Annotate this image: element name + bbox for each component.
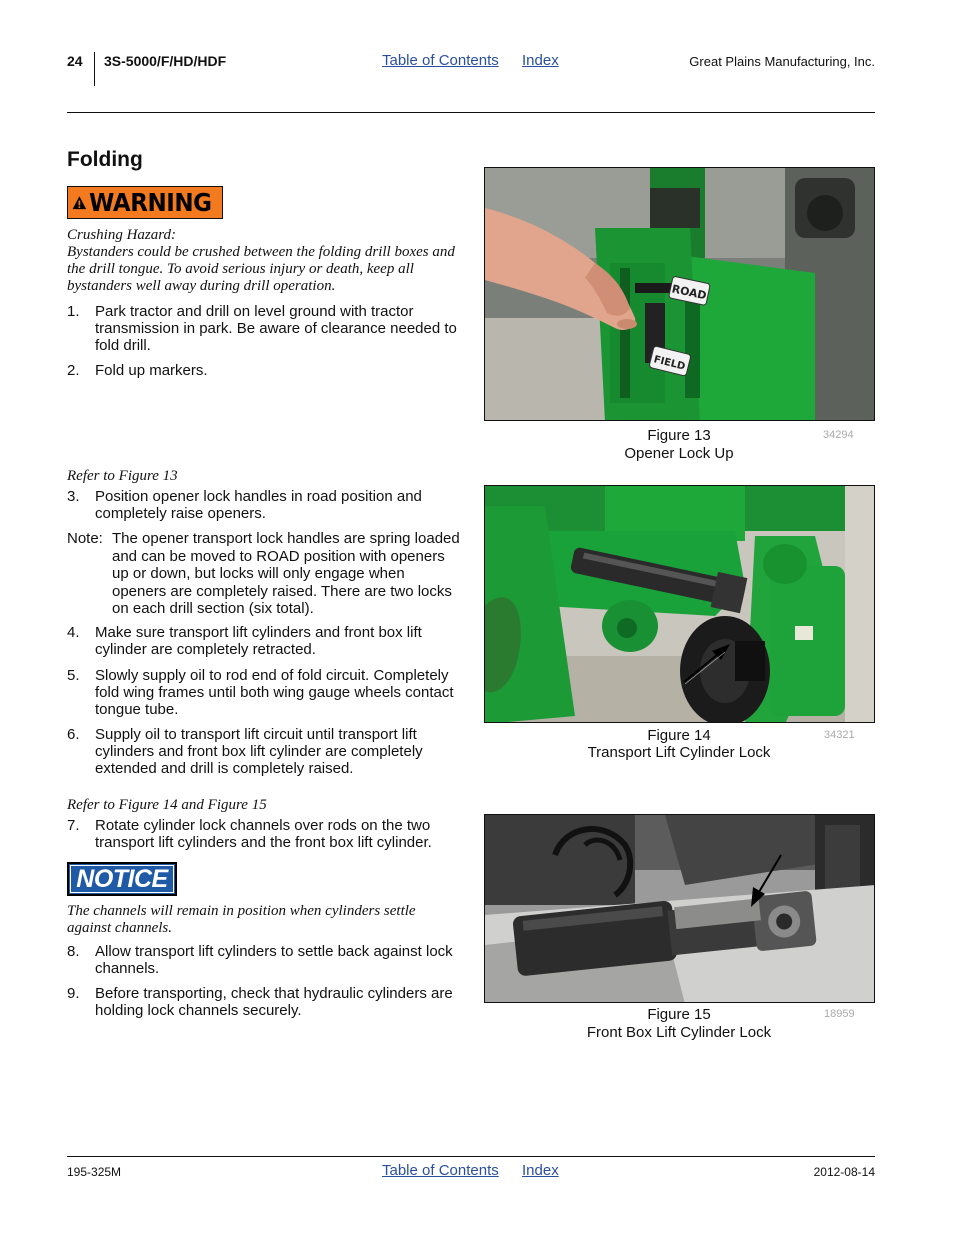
- index-link-header[interactable]: Index: [522, 52, 559, 69]
- figure-15-label: Figure 15: [647, 1006, 711, 1023]
- footer-rule: [67, 1156, 875, 1157]
- notice-text: The channels will remain in position when cylinders settle against channels.: [67, 903, 416, 936]
- figure-13-caption: Opener Lock Up: [624, 445, 734, 462]
- step-number: 4.: [67, 624, 80, 641]
- step-1: [67, 303, 462, 354]
- step-text: Allow transport lift cylinders to settle back against lock channels.: [95, 943, 453, 977]
- toc-link-header[interactable]: Table of Contents: [382, 52, 499, 69]
- figure-14-photo: [484, 485, 875, 723]
- step-text: Slowly supply oil to rod end of fold circuit. Completely fold wing frames until both wing gauge wheels contact tongue tube.: [95, 667, 454, 718]
- refer-figure-13: Refer to Figure 13: [67, 468, 178, 484]
- step-number: 2.: [67, 362, 80, 379]
- figure-13-photo: [484, 167, 875, 421]
- notice-label: NOTICE: [76, 864, 168, 893]
- note-text: The opener transport lock handles are spring loaded and can be moved to ROAD position with openers up or down, but locks will only engage when openers are completely raised. There are two locks on each drill section (six total).: [112, 530, 460, 617]
- toc-link-footer[interactable]: Table of Contents: [382, 1162, 499, 1179]
- doc-number: 195-325M: [67, 1165, 122, 1179]
- figure-15-caption: Front Box Lift Cylinder Lock: [586, 1024, 772, 1041]
- front-box-lift-illustration: [485, 815, 875, 1003]
- step-5: [67, 667, 462, 718]
- sign-road: ROAD: [670, 282, 708, 303]
- index-link-footer[interactable]: Index: [522, 1162, 559, 1179]
- doc-date: 2012-08-14: [813, 1165, 875, 1179]
- step-text: Fold up markers.: [95, 362, 208, 379]
- model-name: 3S-5000/F/HD/HDF: [104, 53, 227, 69]
- step-4: [67, 624, 462, 658]
- step-9: [67, 985, 462, 1019]
- refer-figure-14-15: Refer to Figure 14 and Figure 15: [67, 797, 267, 813]
- notice-badge: [67, 862, 177, 896]
- company-name: Great Plains Manufacturing, Inc.: [689, 54, 875, 69]
- step-number: 1.: [67, 303, 80, 320]
- figure-14-photo-id: 34321: [824, 729, 855, 741]
- transport-lift-illustration: [485, 486, 875, 723]
- figure-13-label: Figure 13: [647, 427, 711, 444]
- step-number: 7.: [67, 817, 80, 834]
- section-title: Folding: [67, 148, 143, 171]
- header-rule: [67, 112, 875, 113]
- figure-15-photo: [484, 814, 875, 1003]
- note: [67, 530, 462, 618]
- step-8: [67, 943, 462, 977]
- step-number: 9.: [67, 985, 80, 1002]
- step-text: Rotate cylinder lock channels over rods on the two transport lift cylinders and the front box lift cylinder.: [95, 817, 432, 851]
- step-text: Make sure transport lift cylinders and front box lift cylinder are completely retracted.: [95, 624, 422, 658]
- figure-14-label: Figure 14: [647, 727, 711, 744]
- figure-13-photo-id: 34294: [823, 429, 854, 441]
- warning-badge: [67, 186, 223, 219]
- step-text: Position opener lock handles in road position and completely raise openers.: [95, 488, 422, 522]
- step-number: 8.: [67, 943, 80, 960]
- step-text: Park tractor and drill on level ground with tractor transmission in park. Be aware of clearance needed to fold drill.: [95, 303, 457, 354]
- step-6: [67, 726, 462, 777]
- warning-triangle-icon: [72, 191, 87, 215]
- opener-lock-illustration: [485, 168, 875, 421]
- figure-15-photo-id: 18959: [824, 1008, 855, 1020]
- header-divider: [94, 52, 95, 86]
- sign-field: FIELD: [652, 354, 687, 373]
- step-2: [67, 362, 462, 379]
- step-number: 5.: [67, 667, 80, 684]
- step-7: [67, 817, 462, 851]
- step-text: Supply oil to transport lift circuit until transport lift cylinders and front box lift cylinder are completely extended and drill is completely raised.: [95, 726, 423, 777]
- step-3: [67, 488, 462, 522]
- figure-14-caption: Transport Lift Cylinder Lock: [587, 744, 771, 761]
- page-number: 24: [67, 53, 83, 69]
- note-label: Note:: [67, 530, 103, 547]
- warning-label: WARNING: [88, 188, 212, 217]
- hazard-title: Crushing Hazard:: [67, 227, 177, 243]
- step-text: Before transporting, check that hydraulic cylinders are holding lock channels securely.: [95, 985, 453, 1019]
- step-number: 6.: [67, 726, 80, 743]
- hazard-text: Bystanders could be crushed between the folding drill boxes and the drill tongue. To avoid serious injury or death, keep all bystanders well away during drill operation.: [67, 244, 455, 294]
- step-number: 3.: [67, 488, 80, 505]
